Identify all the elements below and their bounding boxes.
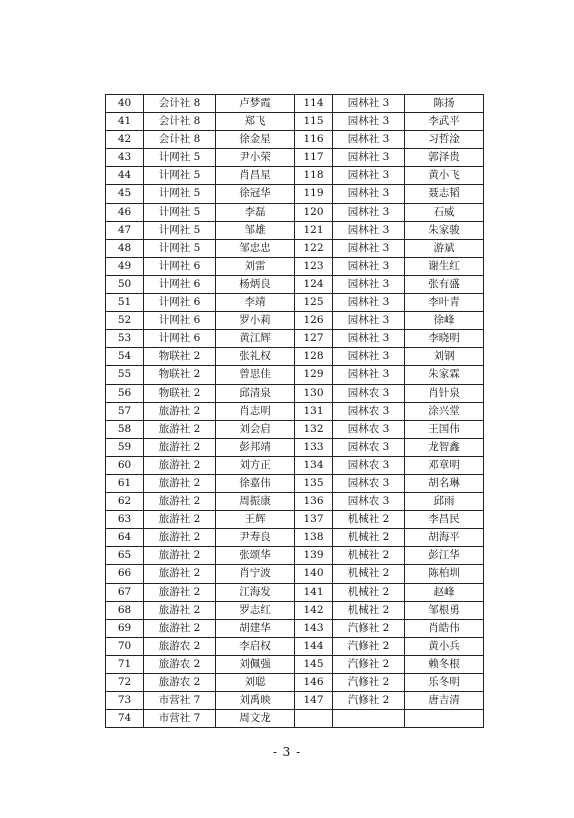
left-unit-cell: 旅游社 2 [144,529,216,547]
right-unit-cell: 汽修社 2 [333,619,405,637]
left-name-cell: 刘聪 [216,674,295,692]
right-row-number-cell: 126 [295,312,333,330]
left-name-cell: 王辉 [216,511,295,529]
page-number: - 3 - [272,745,302,759]
left-unit-cell: 计网社 6 [144,257,216,275]
right-unit-cell: 园林社 3 [333,95,405,113]
table-row [106,402,484,420]
left-unit-cell: 旅游社 2 [144,565,216,583]
right-name-cell: 游斌 [405,239,484,257]
right-unit-cell: 园林农 3 [333,456,405,474]
right-name-cell: 赖冬根 [405,655,484,673]
table-row [106,113,484,131]
left-row-number-cell: 73 [106,692,144,710]
right-name-cell: 涂兴堂 [405,402,484,420]
table-row [106,474,484,492]
left-name-cell: 张颂华 [216,547,295,565]
table-row [106,547,484,565]
right-row-number-cell: 128 [295,348,333,366]
left-name-cell: 徐金星 [216,131,295,149]
right-name-cell: 李昌民 [405,511,484,529]
right-name-cell: 朱家霖 [405,366,484,384]
right-row-number-cell [295,710,333,728]
left-unit-cell: 计网社 6 [144,312,216,330]
right-name-cell: 唐吉清 [405,692,484,710]
left-name-cell: 徐冠华 [216,185,295,203]
left-unit-cell: 旅游社 2 [144,547,216,565]
right-name-cell: 李武平 [405,113,484,131]
table-row [106,619,484,637]
left-unit-cell: 会计社 8 [144,95,216,113]
left-row-number-cell: 59 [106,438,144,456]
left-name-cell: 彭邦靖 [216,438,295,456]
left-unit-cell: 计网社 5 [144,239,216,257]
right-row-number-cell: 118 [295,167,333,185]
table-row [106,149,484,167]
left-row-number-cell: 49 [106,257,144,275]
table-row [106,529,484,547]
right-name-cell: 徐峰 [405,312,484,330]
left-name-cell: 江海发 [216,583,295,601]
left-row-number-cell: 70 [106,637,144,655]
table-row [106,348,484,366]
right-unit-cell: 汽修社 2 [333,692,405,710]
table-row [106,655,484,673]
right-name-cell: 陈扬 [405,95,484,113]
right-name-cell: 张有盛 [405,275,484,293]
right-name-cell: 王国伟 [405,420,484,438]
left-name-cell: 刘禹映 [216,692,295,710]
right-row-number-cell: 116 [295,131,333,149]
right-unit-cell: 园林社 3 [333,348,405,366]
left-unit-cell: 旅游社 2 [144,438,216,456]
table-row [106,493,484,511]
left-row-number-cell: 67 [106,583,144,601]
right-unit-cell: 园林社 3 [333,221,405,239]
table-row [106,167,484,185]
right-name-cell: 李晓明 [405,330,484,348]
right-unit-cell: 园林社 3 [333,366,405,384]
left-row-number-cell: 46 [106,203,144,221]
right-row-number-cell: 130 [295,384,333,402]
left-name-cell: 郑飞 [216,113,295,131]
left-row-number-cell: 57 [106,402,144,420]
left-name-cell: 周振康 [216,493,295,511]
left-unit-cell: 物联社 2 [144,348,216,366]
right-row-number-cell: 125 [295,294,333,312]
right-name-cell: 龙智鑫 [405,438,484,456]
right-unit-cell: 汽修社 2 [333,655,405,673]
right-row-number-cell: 144 [295,637,333,655]
table-row [106,257,484,275]
right-unit-cell: 园林农 3 [333,474,405,492]
table-row [106,674,484,692]
table-row [106,692,484,710]
left-row-number-cell: 65 [106,547,144,565]
left-row-number-cell: 58 [106,420,144,438]
table-row [106,312,484,330]
left-unit-cell: 旅游社 2 [144,601,216,619]
left-name-cell: 刘会启 [216,420,295,438]
right-unit-cell: 汽修社 2 [333,674,405,692]
roster-table [105,94,484,728]
left-row-number-cell: 50 [106,275,144,293]
table-row [106,203,484,221]
left-name-cell: 刘雷 [216,257,295,275]
left-name-cell: 曾思佳 [216,366,295,384]
right-row-number-cell: 122 [295,239,333,257]
left-unit-cell: 计网社 6 [144,294,216,312]
right-unit-cell: 园林农 3 [333,438,405,456]
right-unit-cell [333,710,405,728]
right-unit-cell: 汽修社 2 [333,637,405,655]
right-unit-cell: 机械社 2 [333,511,405,529]
left-row-number-cell: 74 [106,710,144,728]
left-row-number-cell: 63 [106,511,144,529]
right-unit-cell: 机械社 2 [333,529,405,547]
left-unit-cell: 计网社 5 [144,185,216,203]
right-row-number-cell: 129 [295,366,333,384]
left-name-cell: 邹雄 [216,221,295,239]
left-name-cell: 罗志红 [216,601,295,619]
table-row [106,511,484,529]
left-unit-cell: 会计社 8 [144,113,216,131]
left-unit-cell: 旅游社 2 [144,402,216,420]
right-row-number-cell: 138 [295,529,333,547]
table-row [106,131,484,149]
right-unit-cell: 机械社 2 [333,583,405,601]
right-row-number-cell: 146 [295,674,333,692]
right-row-number-cell: 127 [295,330,333,348]
right-unit-cell: 园林社 3 [333,330,405,348]
right-row-number-cell: 137 [295,511,333,529]
table-row [106,438,484,456]
right-unit-cell: 园林社 3 [333,275,405,293]
right-unit-cell: 园林社 3 [333,149,405,167]
right-unit-cell: 机械社 2 [333,547,405,565]
right-unit-cell: 机械社 2 [333,601,405,619]
right-name-cell: 邱雨 [405,493,484,511]
left-unit-cell: 计网社 5 [144,149,216,167]
left-row-number-cell: 44 [106,167,144,185]
table-row [106,710,484,728]
left-row-number-cell: 68 [106,601,144,619]
left-row-number-cell: 56 [106,384,144,402]
right-row-number-cell: 115 [295,113,333,131]
right-row-number-cell: 131 [295,402,333,420]
table-row [106,601,484,619]
left-row-number-cell: 61 [106,474,144,492]
left-row-number-cell: 53 [106,330,144,348]
left-row-number-cell: 62 [106,493,144,511]
table-row [106,239,484,257]
right-unit-cell: 机械社 2 [333,565,405,583]
right-name-cell: 黄小飞 [405,167,484,185]
right-row-number-cell: 121 [295,221,333,239]
left-unit-cell: 旅游农 2 [144,637,216,655]
table-row [106,456,484,474]
right-unit-cell: 园林农 3 [333,493,405,511]
left-name-cell: 李磊 [216,203,295,221]
left-unit-cell: 物联社 2 [144,366,216,384]
left-unit-cell: 旅游社 2 [144,420,216,438]
right-name-cell: 邹根勇 [405,601,484,619]
left-row-number-cell: 69 [106,619,144,637]
left-name-cell: 邱清泉 [216,384,295,402]
left-unit-cell: 旅游社 2 [144,456,216,474]
left-unit-cell: 计网社 5 [144,203,216,221]
table-row [106,384,484,402]
right-unit-cell: 园林社 3 [333,203,405,221]
left-row-number-cell: 47 [106,221,144,239]
right-name-cell: 彭江华 [405,547,484,565]
left-name-cell: 杨炳良 [216,275,295,293]
left-row-number-cell: 71 [106,655,144,673]
left-name-cell: 尹寿良 [216,529,295,547]
right-row-number-cell: 124 [295,275,333,293]
left-row-number-cell: 52 [106,312,144,330]
right-unit-cell: 园林社 3 [333,167,405,185]
right-row-number-cell: 145 [295,655,333,673]
right-unit-cell: 园林农 3 [333,420,405,438]
left-row-number-cell: 43 [106,149,144,167]
left-row-number-cell: 41 [106,113,144,131]
right-row-number-cell: 119 [295,185,333,203]
left-name-cell: 黄江辉 [216,330,295,348]
left-unit-cell: 旅游社 2 [144,474,216,492]
table-row [106,583,484,601]
right-row-number-cell: 117 [295,149,333,167]
left-unit-cell: 市营社 7 [144,692,216,710]
table-row [106,637,484,655]
right-name-cell: 黄小兵 [405,637,484,655]
right-row-number-cell: 134 [295,456,333,474]
left-unit-cell: 旅游社 2 [144,583,216,601]
left-name-cell: 徐嘉伟 [216,474,295,492]
left-name-cell: 刘方正 [216,456,295,474]
table-row [106,420,484,438]
right-name-cell: 胡海平 [405,529,484,547]
left-row-number-cell: 66 [106,565,144,583]
left-row-number-cell: 64 [106,529,144,547]
right-unit-cell: 园林农 3 [333,402,405,420]
right-unit-cell: 园林社 3 [333,131,405,149]
right-unit-cell: 园林社 3 [333,312,405,330]
right-name-cell: 赵峰 [405,583,484,601]
left-unit-cell: 计网社 6 [144,330,216,348]
left-unit-cell: 市营社 7 [144,710,216,728]
right-name-cell: 聂志韬 [405,185,484,203]
table-row [106,221,484,239]
right-name-cell: 胡名琳 [405,474,484,492]
table-row [106,366,484,384]
left-row-number-cell: 48 [106,239,144,257]
table-row [106,565,484,583]
right-row-number-cell: 133 [295,438,333,456]
left-unit-cell: 旅游社 2 [144,493,216,511]
roster-table-body [106,95,484,728]
left-row-number-cell: 45 [106,185,144,203]
table-row [106,185,484,203]
left-name-cell: 李启权 [216,637,295,655]
right-name-cell [405,710,484,728]
right-row-number-cell: 120 [295,203,333,221]
left-row-number-cell: 72 [106,674,144,692]
table-row [106,95,484,113]
left-name-cell: 罗小莉 [216,312,295,330]
left-name-cell: 肖宁波 [216,565,295,583]
right-name-cell: 肖皓伟 [405,619,484,637]
right-row-number-cell: 136 [295,493,333,511]
left-row-number-cell: 55 [106,366,144,384]
right-unit-cell: 园林农 3 [333,384,405,402]
left-unit-cell: 计网社 6 [144,275,216,293]
table-row [106,294,484,312]
left-unit-cell: 会计社 8 [144,131,216,149]
right-row-number-cell: 132 [295,420,333,438]
left-name-cell: 邹忠忠 [216,239,295,257]
right-name-cell: 李叶青 [405,294,484,312]
right-name-cell: 乐冬明 [405,674,484,692]
left-name-cell: 卢梦霞 [216,95,295,113]
left-name-cell: 李靖 [216,294,295,312]
right-row-number-cell: 143 [295,619,333,637]
left-row-number-cell: 42 [106,131,144,149]
left-row-number-cell: 54 [106,348,144,366]
right-name-cell: 邓章明 [405,456,484,474]
left-name-cell: 尹小荣 [216,149,295,167]
right-name-cell: 谢生红 [405,257,484,275]
right-name-cell: 肖针泉 [405,384,484,402]
right-unit-cell: 园林社 3 [333,113,405,131]
right-unit-cell: 园林社 3 [333,239,405,257]
left-unit-cell: 旅游社 2 [144,511,216,529]
left-row-number-cell: 40 [106,95,144,113]
right-row-number-cell: 147 [295,692,333,710]
right-unit-cell: 园林社 3 [333,257,405,275]
right-name-cell: 石威 [405,203,484,221]
right-name-cell: 习哲淦 [405,131,484,149]
right-row-number-cell: 114 [295,95,333,113]
right-unit-cell: 园林社 3 [333,185,405,203]
table-row [106,275,484,293]
left-name-cell: 肖志明 [216,402,295,420]
right-row-number-cell: 141 [295,583,333,601]
left-unit-cell: 旅游农 2 [144,674,216,692]
left-unit-cell: 计网社 5 [144,221,216,239]
right-row-number-cell: 140 [295,565,333,583]
right-name-cell: 陈柏圳 [405,565,484,583]
left-name-cell: 肖昌星 [216,167,295,185]
right-name-cell: 刘钢 [405,348,484,366]
right-row-number-cell: 135 [295,474,333,492]
left-name-cell: 刘佩强 [216,655,295,673]
right-unit-cell: 园林社 3 [333,294,405,312]
left-name-cell: 胡建华 [216,619,295,637]
right-row-number-cell: 139 [295,547,333,565]
right-row-number-cell: 123 [295,257,333,275]
right-row-number-cell: 142 [295,601,333,619]
left-unit-cell: 计网社 5 [144,167,216,185]
left-unit-cell: 旅游社 2 [144,619,216,637]
left-unit-cell: 旅游农 2 [144,655,216,673]
right-name-cell: 郭泽贵 [405,149,484,167]
table-row [106,330,484,348]
left-name-cell: 张礼权 [216,348,295,366]
left-row-number-cell: 60 [106,456,144,474]
left-name-cell: 周文龙 [216,710,295,728]
right-name-cell: 朱家骏 [405,221,484,239]
left-unit-cell: 物联社 2 [144,384,216,402]
left-row-number-cell: 51 [106,294,144,312]
